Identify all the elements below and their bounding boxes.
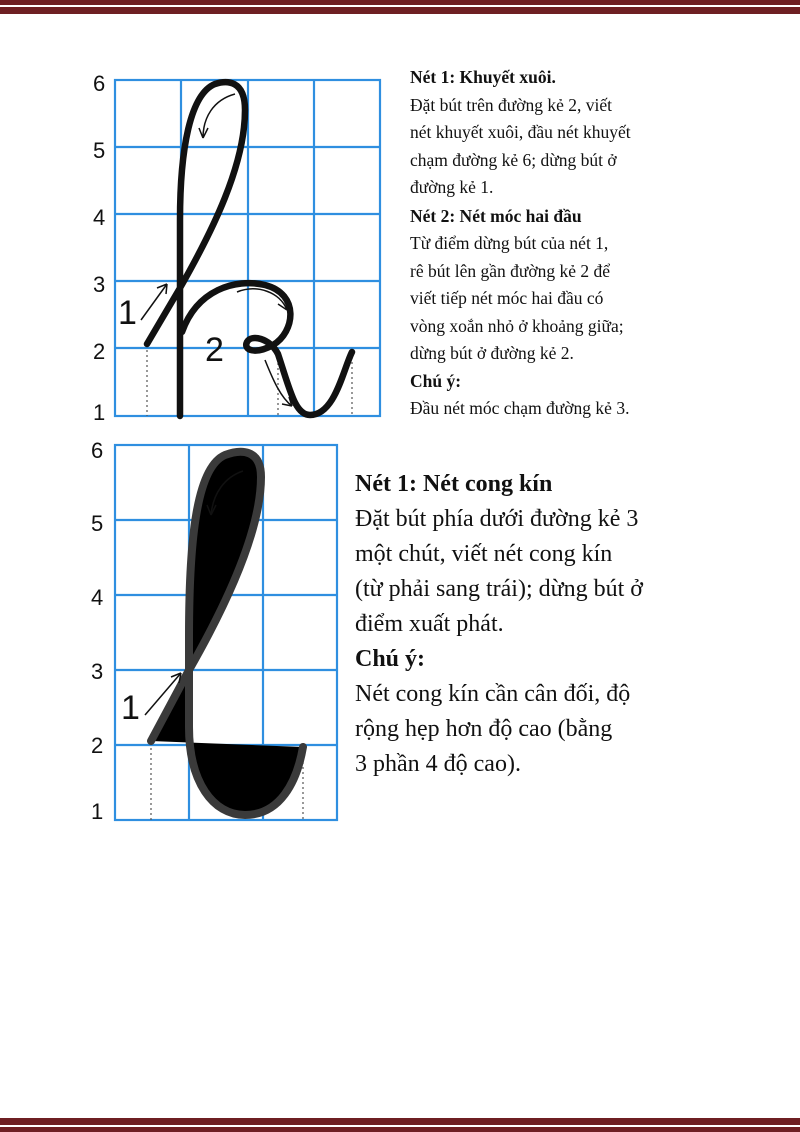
stroke1-line: Đặt bút phía dưới đường kẻ 3 <box>355 506 639 532</box>
stroke1-line: nét khuyết xuôi, đầu nét khuyết <box>410 122 631 142</box>
note-line: 3 phần 4 độ cao). <box>355 751 521 777</box>
row-label-5: 5 <box>91 511 104 536</box>
note-line: rộng hẹp hơn độ cao (bằng <box>355 716 613 742</box>
stroke2-line: rê bút lên gần đường kẻ 2 để <box>410 260 611 281</box>
letter-l-grid-svg <box>85 437 345 827</box>
page-border-bottom <box>0 1118 800 1132</box>
letter-k-figure <box>85 70 390 425</box>
row-label-4: 4 <box>93 205 106 230</box>
writing-grid <box>115 80 380 416</box>
stroke1-heading: Nét 1: Khuyết xuôi. <box>410 67 556 87</box>
stroke2-line: dừng bút ở đường kẻ 2. <box>410 343 574 363</box>
note-text: Đầu nét móc chạm đường kẻ 3. <box>410 398 630 418</box>
letter-l-figure <box>85 437 345 827</box>
stroke2-line: viết tiếp nét móc hai đầu có <box>410 288 604 308</box>
row-label-3: 3 <box>93 272 106 297</box>
row-label-1: 1 <box>91 799 104 824</box>
page-border-top <box>0 0 800 14</box>
stroke1-line: Đặt bút trên đường kẻ 2, viết <box>410 94 612 115</box>
row-label-1: 1 <box>93 400 106 425</box>
row-label-5: 5 <box>93 138 106 163</box>
stroke1-line: điểm xuất phát. <box>355 611 504 637</box>
stroke-number-2: 2 <box>205 331 224 369</box>
note-heading: Chú ý: <box>355 646 426 672</box>
letter-k-instructions <box>410 64 631 423</box>
row-label-2: 2 <box>93 339 106 364</box>
stroke1-line: (từ phải sang trái); dừng bút ở <box>355 576 643 602</box>
row-label-3: 3 <box>91 659 104 684</box>
stroke2-line: vòng xoắn nhỏ ở khoảng giữa; <box>410 315 624 336</box>
row-label-6: 6 <box>91 438 104 463</box>
stroke-number-1: 1 <box>121 689 140 727</box>
row-label-6: 6 <box>93 71 106 96</box>
stroke-number-1: 1 <box>118 294 137 332</box>
letter-l-instructions <box>355 467 643 782</box>
note-line: Nét cong kín cần cân đối, độ <box>355 681 631 707</box>
stroke1-line: chạm đường kẻ 6; dừng bút ở <box>410 149 617 170</box>
stroke2-heading: Nét 2: Nét móc hai đầu <box>410 205 582 226</box>
k-loop-stroke <box>147 82 245 416</box>
row-label-2: 2 <box>91 733 104 758</box>
stroke1-heading: Nét 1: Nét cong kín <box>355 471 553 497</box>
note-heading: Chú ý: <box>410 370 462 391</box>
letter-k-grid-svg <box>85 70 390 425</box>
stroke2-line: Từ điểm dừng bút của nét 1, <box>410 233 609 253</box>
stroke1-line: một chút, viết nét cong kín <box>355 541 613 567</box>
row-label-4: 4 <box>91 585 104 610</box>
stroke1-line: đường kẻ 1. <box>410 177 494 197</box>
l-loop-stroke <box>151 452 303 815</box>
